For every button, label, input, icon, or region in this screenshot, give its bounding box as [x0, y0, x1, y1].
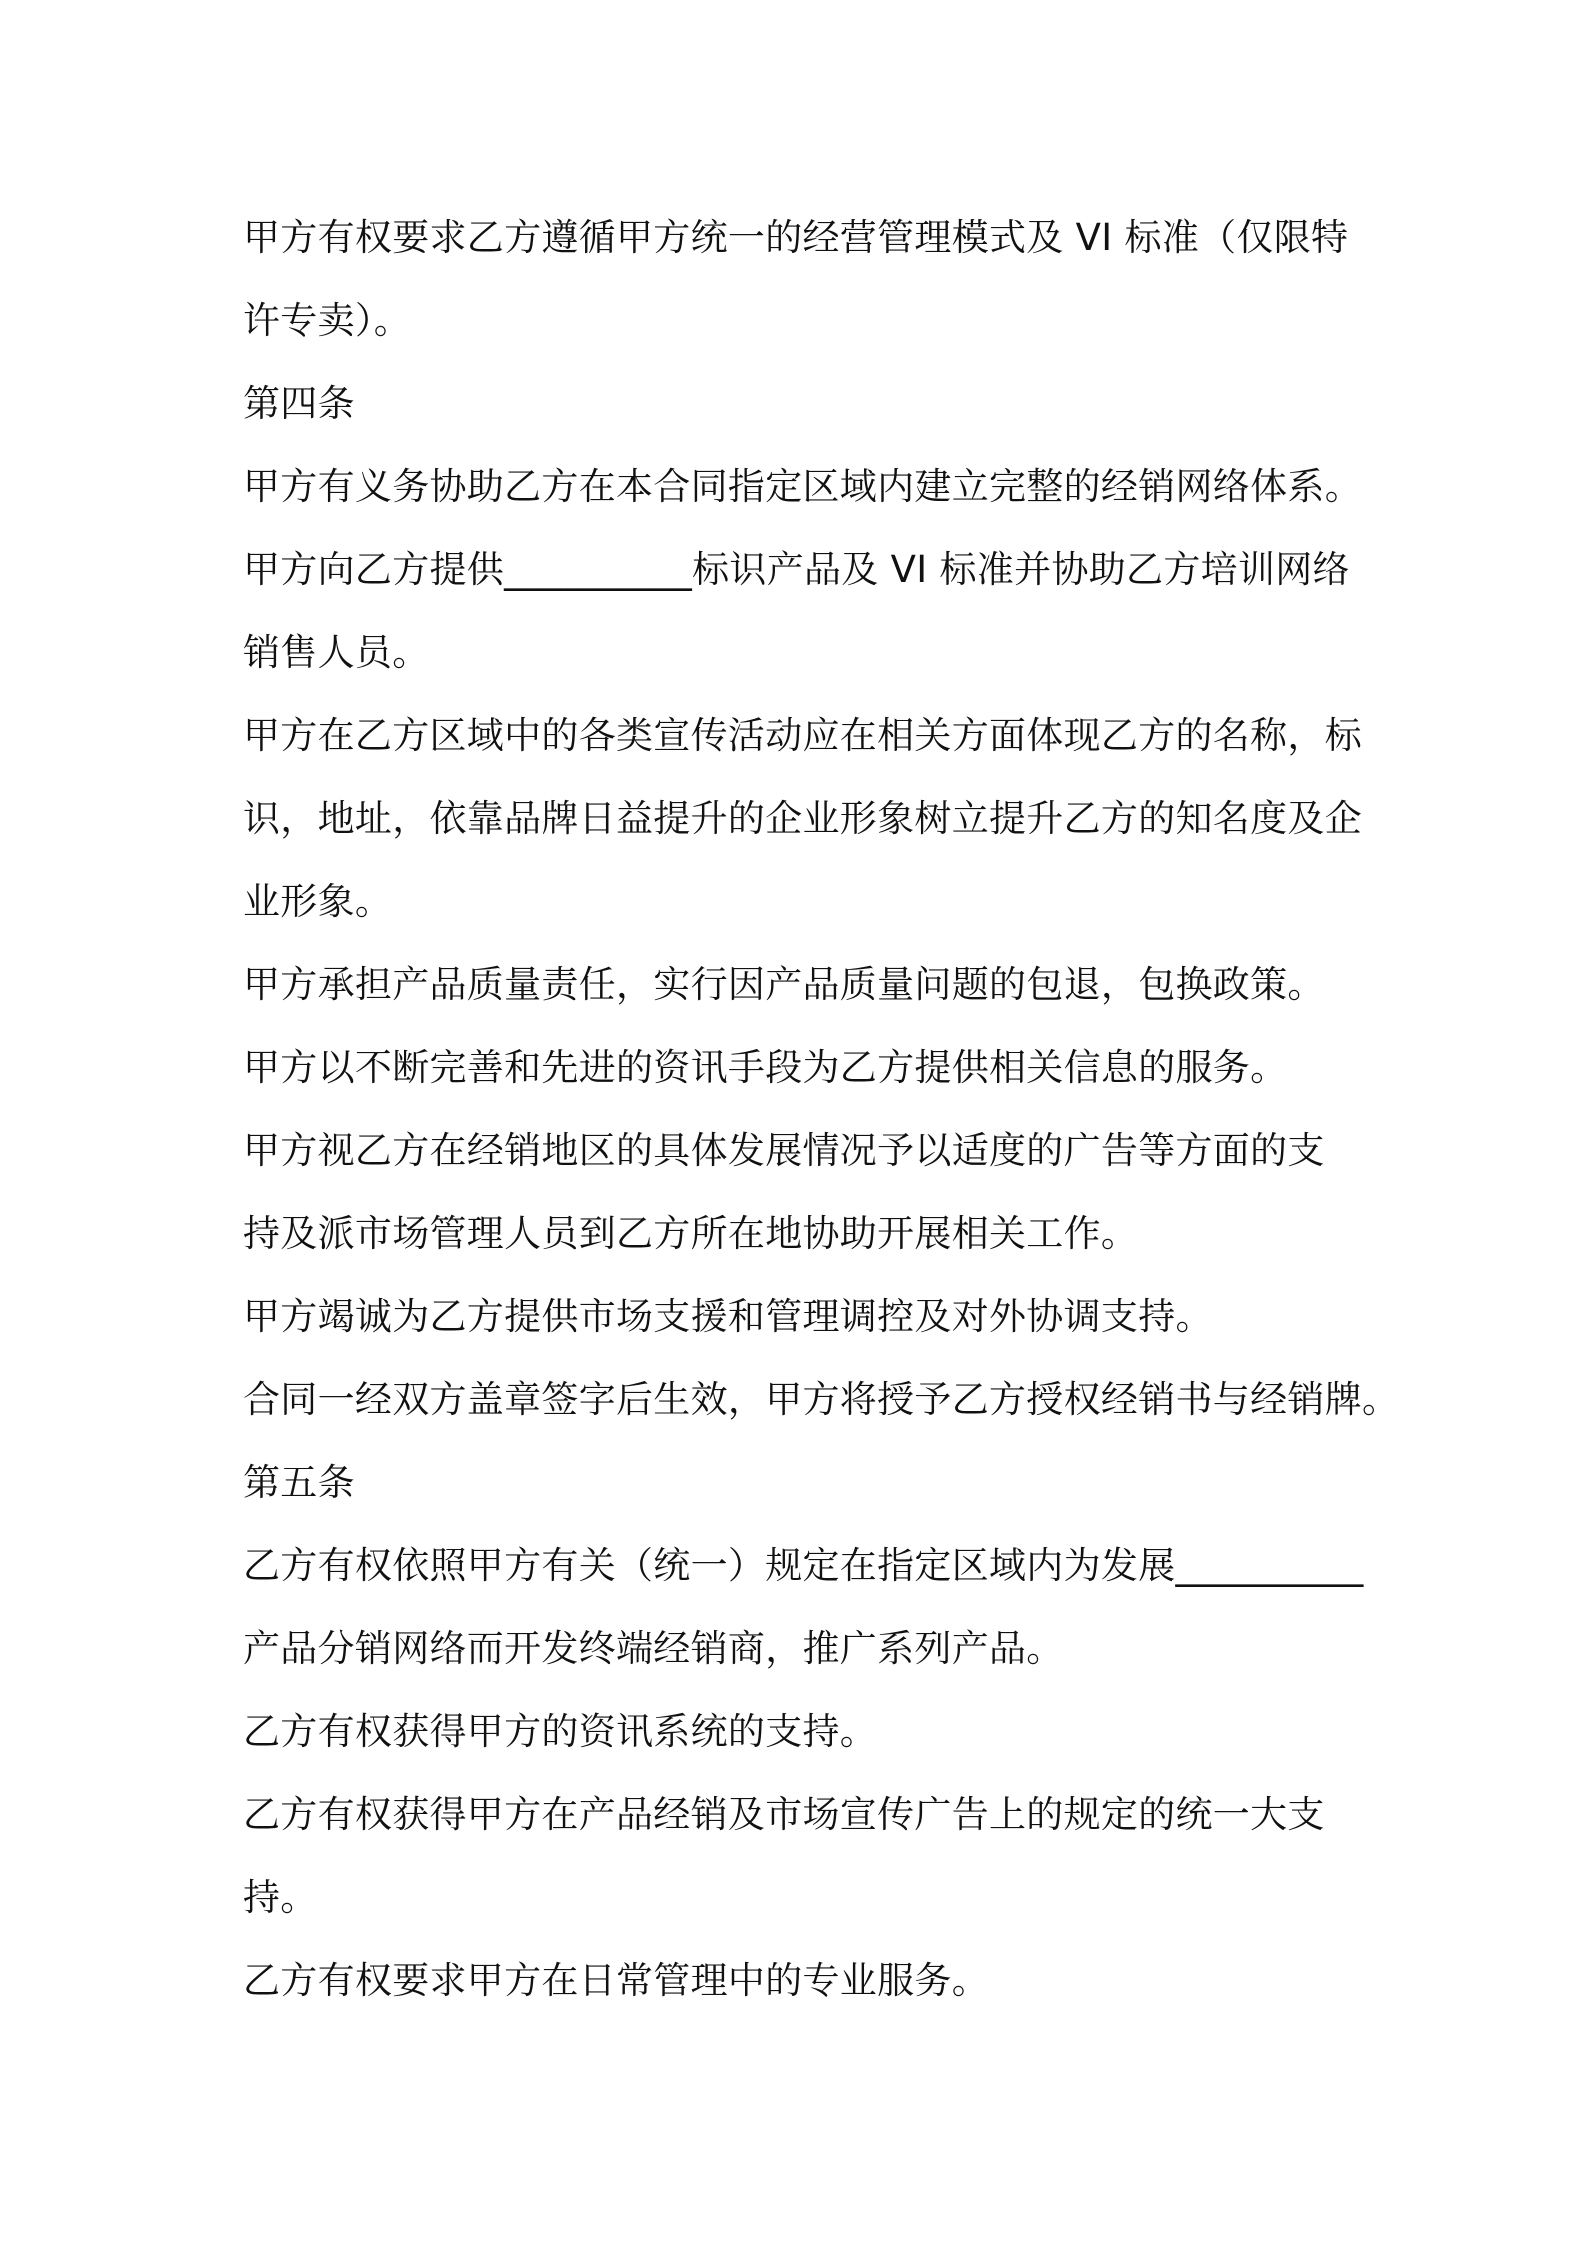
text-line: 持及派市场管理人员到乙方所在地协助开展相关工作。: [243, 1212, 1139, 1255]
text-line: 乙方有权要求甲方在日常管理中的专业服务。: [243, 1959, 989, 2002]
text-line: 甲方向乙方提供__________标识产品及 VI 标准并协助乙方培训网络: [243, 548, 1350, 591]
text-line: 业形象。: [243, 880, 393, 923]
text-line: 销售人员。: [243, 631, 430, 674]
text-line: 甲方承担产品质量责任，实行因产品质量问题的包退，包换政策。: [243, 963, 1325, 1006]
text-line: 许专卖）。: [243, 299, 411, 342]
text-line: 乙方有权获得甲方的资讯系统的支持。: [243, 1710, 878, 1753]
text-line: 甲方视乙方在经销地区的具体发展情况予以适度的广告等方面的支: [243, 1129, 1325, 1172]
text-line: 产品分销网络而开发终端经销商，推广系列产品。: [243, 1627, 1064, 1670]
text-line: 甲方竭诚为乙方提供市场支援和管理调控及对外协调支持。: [243, 1295, 1213, 1338]
text-line: 甲方以不断完善和先进的资讯手段为乙方提供相关信息的服务。: [243, 1046, 1288, 1089]
text-line: 识，地址，依靠品牌日益提升的企业形象树立提升乙方的知名度及企: [243, 797, 1362, 840]
document-body: [243, 196, 1400, 2022]
text-line: 甲方有权要求乙方遵循甲方统一的经营管理模式及 VI 标准（仅限特: [243, 216, 1349, 259]
text-line: 持。: [243, 1876, 318, 1919]
section-heading-article-4: 第四条: [243, 382, 355, 425]
text-line: 乙方有权获得甲方在产品经销及市场宣传广告上的规定的统一大支: [243, 1793, 1325, 1836]
section-heading-article-5: 第五条: [243, 1461, 355, 1504]
text-line: 乙方有权依照甲方有关（统一）规定在指定区域内为发展__________: [243, 1544, 1364, 1587]
text-line: 甲方有义务协助乙方在本合同指定区域内建立完整的经销网络体系。: [243, 465, 1362, 508]
text-line: 甲方在乙方区域中的各类宣传活动应在相关方面体现乙方的名称，标: [243, 714, 1362, 757]
text-line: 合同一经双方盖章签字后生效，甲方将授予乙方授权经销书与经销牌。: [243, 1378, 1400, 1421]
